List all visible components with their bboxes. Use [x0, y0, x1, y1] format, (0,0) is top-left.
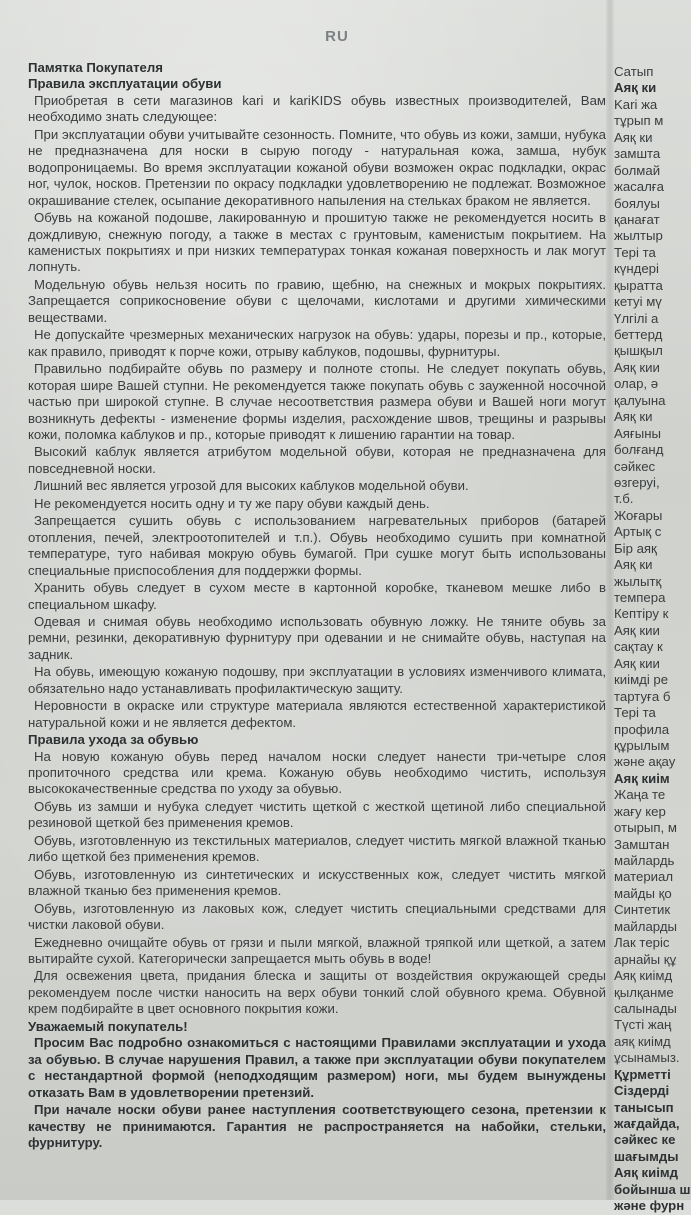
kazakh-text-line: қыратта [614, 277, 663, 293]
rule-paragraph: Одевая и снимая обувь необходимо использовать обувную ложку. Не тяните обувь за ремни, резинки, декоративную фурнитуру при одевании и не снимайте обувь, наступая на задник. [28, 613, 606, 662]
kazakh-column [614, 64, 691, 1214]
kazakh-text-line: арнайы құ [614, 951, 677, 967]
kazakh-text-line: Құрметті [614, 1066, 671, 1082]
kazakh-text-line: Бір аяқ [614, 540, 657, 556]
care-paragraph: Обувь из замши и нубука следует чистить щеткой с жесткой щетиной либо специальной резиновой щеткой без применения кремов. [28, 798, 606, 831]
kazakh-text-line: Кептіру к [614, 606, 669, 622]
kazakh-text-line: қышқыл [614, 343, 663, 359]
kazakh-text-line: күндері [614, 261, 659, 277]
kazakh-text-line: майлардь [614, 853, 675, 868]
page-fold [606, 0, 614, 1200]
kazakh-text-line: отырып, м [614, 820, 677, 836]
care-paragraph: Обувь, изготовленную из синтетических и искусственных кож, следует чистить мягкой влажной тканью без применения кремов. [28, 866, 606, 899]
kazakh-text-line: сақтау к [614, 639, 663, 655]
kazakh-text-line: қылқанме [614, 984, 674, 1000]
kazakh-text-line: Сатып [614, 64, 654, 79]
intro-paragraph: Приобретая в сети магазинов kari и kariKIDS обувь известных производителей, Вам необходимо знать следующее: [28, 92, 606, 125]
rule-paragraph: Правильно подбирайте обувь по размеру и полноте стопы. Не следует покупать обувь, которая шире Вашей ступни. Не рекомендуется также покупать обувь с зауженной носочной частью при широкой ступне. В случае несоответствия размера обуви и Вашей ноги могут возникнуть дефекты - изменение формы изделия, расхождение швов, трещины и разрывы кожи, поломка каблуков и пр., которые приводят к лишению гарантии на товар. [28, 361, 606, 442]
kazakh-text-line: бойынша ш [614, 1181, 691, 1197]
care-paragraph: На новую кожаную обувь перед началом носки следует нанести три-четыре слоя пропиточного средства или крема. Кожаную обувь необходимо чистить, используя высококачественные средства по уходу за обувью. [28, 748, 606, 797]
kazakh-text-line: жылтыр [614, 228, 663, 244]
title-usage-rules: Правила эксплуатации обуви [28, 76, 222, 92]
kazakh-text-line: Тері та [614, 705, 656, 721]
care-paragraph: Обувь, изготовленную из текстильных материалов, следует чистить мягкой влажной тканью либо щеткой без применения кремов. [28, 832, 606, 865]
kazakh-text-line: құрылым [614, 737, 670, 753]
kazakh-text-line: Замштан [614, 836, 670, 852]
kazakh-text-line: Жаңа те [614, 787, 666, 803]
rule-paragraph: На обувь, имеющую кожаную подошву, при эксплуатации в условиях изменчивого климата, обязательно надо устанавливать профилактическую защиту. [28, 664, 606, 696]
kazakh-text-line: майларды [614, 918, 678, 934]
care-rules-heading: Правила ухода за обувью [28, 732, 199, 748]
kazakh-text-line: және ақау [614, 754, 676, 770]
kazakh-text-line: ұсынамыз. [614, 1050, 680, 1066]
kazakh-text-line: замшта [614, 146, 661, 162]
kazakh-text-line: Сіздерді [614, 1083, 670, 1099]
kazakh-text-line: майды қо [614, 885, 672, 901]
rule-paragraph: Хранить обувь следует в сухом месте в картонной коробке, тканевом мешке либо в специальном шкафу. [28, 580, 606, 612]
kazakh-text-line: Түсті жаң [614, 1017, 672, 1033]
kazakh-text-line: болғанд [614, 442, 664, 458]
care-paragraph: Ежедневно очищайте обувь от грязи и пыли мягкой, влажной тряпкой или щеткой, а затем вытирайте сухой. Категорически запрещается мыть обувь в воде! [28, 934, 606, 967]
care-paragraph: Для освежения цвета, придания блеска и защиты от воздействия окружающей среды рекомендуем после чистки наносить на верх обуви тонкий слой обувного крема. Обувной крем подбирайте в цвет основного покрытия кожи. [28, 968, 606, 1017]
kazakh-text-line: беттерд [614, 327, 663, 342]
kazakh-text-line: кетуі мү [614, 294, 662, 310]
rule-paragraph: Не рекомендуется носить одну и ту же пару обуви каждый день. [34, 495, 430, 511]
kazakh-text-line: сәйкес ке [614, 1132, 676, 1148]
kazakh-text-line: сәйкес [614, 458, 656, 474]
kazakh-text-line: тұрып м [614, 113, 664, 129]
kazakh-text-line: аяқ киімд [614, 1033, 671, 1049]
kazakh-text-line: Жоғары [614, 507, 663, 523]
rule-paragraph: Лишний вес является угрозой для высоких каблуков модельной обуви. [34, 478, 469, 494]
kazakh-text-line: Лак теріс [614, 935, 670, 951]
kazakh-text-line: олар, ә [614, 376, 659, 392]
rule-paragraph: Модельную обувь нельзя носить по гравию, щебню, на снежных и мокрых покрытиях. Запрещается соприкосновение обуви с щелочами, кислотами и другими химическими веществами. [28, 276, 606, 325]
kazakh-text-line: болмай [614, 162, 661, 178]
notice-paragraph: При начале носки обуви ранее наступления соответствующего сезона, претензии к качеству не принимаются. Гарантия не распространяется на набойки, стельки, фурнитуру. [28, 1102, 606, 1150]
kazakh-text-line: және фурн [614, 1198, 685, 1214]
kazakh-text-line: шағымды [614, 1148, 679, 1164]
kazakh-text-line: Аяқ кии [614, 359, 660, 375]
rule-paragraph: Высокий каблук является атрибутом модельной обуви, которая не предназначена для повседневной носки. [28, 444, 606, 476]
kazakh-text-line: танысып [614, 1099, 674, 1115]
kazakh-text-line: Синтетик [614, 902, 671, 918]
kazakh-text-line: Аяқ кии [614, 655, 660, 671]
rule-paragraph: Запрещается сушить обувь с использованием нагревательных приборов (батарей отопления, печей, электроотопителей и т.п.). Обувь необходимо сушить при комнатной температуре, туго набивая мокрую обувь бумагой. При сушке могут быть использованы специальные приспособления для поддержки формы. [28, 513, 606, 578]
care-paragraph: Обувь, изготовленную из лаковых кож, следует чистить специальными средствами для чистки лаковой обуви. [28, 900, 606, 933]
kazakh-text-line: Тері та [614, 244, 656, 260]
kazakh-text-line: жылытқ [614, 573, 662, 589]
rule-paragraph: Неровности в окраске или структуре материала являются естественной характеристикой натуральной кожи и не является дефектом. [28, 698, 606, 730]
kazakh-text-line: Артық с [614, 524, 662, 540]
kazakh-text-line: т.б. [614, 491, 634, 507]
kazakh-text-line: қалуына [614, 392, 666, 408]
kazakh-text-line: қанағат [614, 211, 660, 227]
kazakh-text-line: жағдайда, [614, 1116, 680, 1131]
kazakh-text-line: өзгеруі, [614, 474, 660, 490]
russian-column [28, 60, 606, 1200]
language-code: RU [325, 28, 349, 45]
kazakh-text-line: жасалға [614, 179, 664, 195]
kazakh-text-line: Аяқ киімд [614, 1165, 678, 1181]
kazakh-text-line: профила [614, 721, 670, 737]
kazakh-text-line: Үлгілі а [614, 310, 659, 326]
kazakh-text-line: Аяқ кии [614, 622, 660, 638]
kazakh-text-line: тартуға б [614, 688, 671, 704]
kazakh-text-line: темпера [614, 590, 666, 605]
kazakh-text-line: материал [614, 869, 674, 885]
kazakh-text-line: Аяқ киімд [614, 968, 673, 984]
kazakh-text-line: киімді ре [614, 672, 669, 688]
kazakh-text-line: Аяқ ки [614, 80, 657, 96]
rule-paragraph: При эксплуатации обуви учитывайте сезонность. Помните, что обувь из кожи, замши, нубука не предназначена для носки в сырую погоду - натуральная кожа, замша, нубук водопроницаемы. Во время эксплуатации кожаной обуви возможен окрас подкладки, окрас ног, чулок, носков. Претензии по окрасу подкладки удовлетворению не подлежат. Возможное окрашивание стелек, осыпание декоративного напыления на стельках браком не является. [28, 126, 606, 208]
rule-paragraph: Обувь на кожаной подошве, лакированную и прошитую также не рекомендуется носить в дождливую, снежную погоду, а также в местах с грунтовым, каменистым покрытием. На каменистых покрытиях и при низких температурах тонкая кожаная поверхность и лак могут лопнуть. [28, 210, 606, 275]
dear-customer-heading: Уважаемый покупатель! [28, 1018, 188, 1034]
kazakh-text-line: Аяқ ки [614, 557, 653, 573]
kazakh-text-line: боялуы [614, 195, 660, 211]
kazakh-text-line: Kari жа [614, 96, 658, 112]
title-buyer-memo: Памятка Покупателя [28, 60, 163, 75]
kazakh-text-line: Аяқ ки [614, 129, 653, 145]
kazakh-text-line: Аяқ ки [614, 409, 653, 425]
notice-paragraph: Просим Вас подробно ознакомиться с настоящими Правилами эксплуатации и ухода за обувью. В случае нарушения Правил, а также при эксплуатации обуви покупателем с нестандартной формой (неподходящим размером) ноги, мы будем вынуждены отказать Вам в удовлетворении претензий. [28, 1035, 606, 1100]
kazakh-text-line: Аяқ киім [614, 770, 670, 786]
kazakh-text-line: жағу кер [614, 803, 666, 819]
rule-paragraph: Не допускайте чрезмерных механических нагрузок на обувь: удары, порезы и пр., которые, как правило, приводят к порче кожи, отрыву каблуков, подошвы, фурнитуры. [28, 327, 606, 359]
kazakh-text-line: Аяғыны [614, 425, 661, 441]
kazakh-text-line: салынады [614, 1000, 677, 1016]
